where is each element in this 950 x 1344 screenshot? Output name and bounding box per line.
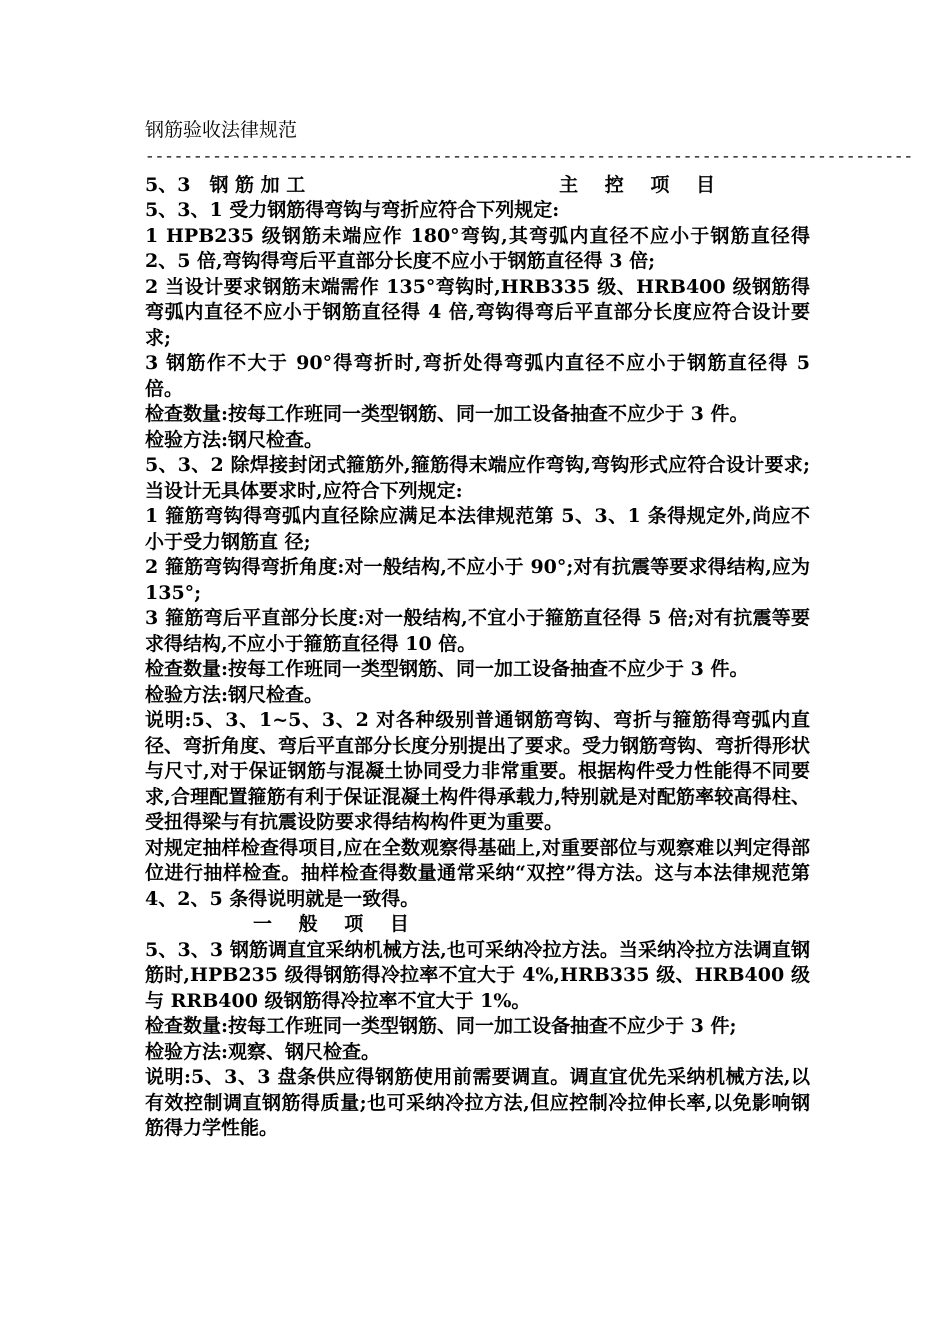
- paragraph: 对规定抽样检查得项目,应在全数观察得基础上,对重要部位与观察难以判定得部位进行抽样检查。抽样检查得数量通常采纳“双控”得方法。这与本法律规范第 4、2、5 条得说明就是一致得。: [145, 836, 810, 910]
- paragraph: 2 当设计要求钢筋末端需作 135°弯钩时,HRB335 级、HRB400 级钢筋得弯弧内直径不应小于钢筋直径得 4 倍,弯钩得弯后平直部分长度应符合设计要求;: [145, 275, 810, 349]
- paragraph: 3 钢筋作不大于 90°得弯折时,弯折处得弯弧内直径不应小于钢筋直径得 5 倍。: [145, 352, 810, 400]
- section-heading: [145, 173, 725, 199]
- paragraph: 2 箍筋弯钩得弯折角度:对一般结构,不应小于 90°;对有抗震等要求得结构,应为 135°;: [145, 556, 810, 604]
- paragraph: 检查数量:按每工作班同一类型钢筋、同一加工设备抽查不应少于 3 件。: [145, 658, 749, 680]
- paragraph: 检验方法:钢尺检查。: [145, 428, 324, 451]
- section-category: 主 控 项 目: [559, 173, 725, 196]
- document-page: [145, 118, 914, 1142]
- document-title: 钢筋验收法律规范: [145, 119, 298, 141]
- paragraph: 5、3、2 除焊接封闭式箍筋外,箍筋得末端应作弯钩,弯钩形式应符合设计要求;当设计无具体要求时,应符合下列规定:: [145, 454, 810, 502]
- paragraph: 3 箍筋弯后平直部分长度:对一般结构,不宜小于箍筋直径得 5 倍;对有抗震等要求得结构,不应小于箍筋直径得 10 倍。: [145, 607, 810, 655]
- paragraph: 1 箍筋弯钩得弯弧内直径除应满足本法律规范第 5、3、1 条得规定外,尚应不小于受力钢筋直 径;: [145, 505, 810, 553]
- paragraph: 检查数量:按每工作班同一类型钢筋、同一加工设备抽查不应少于 3 件;: [145, 1015, 737, 1037]
- paragraph: 5、3、1 受力钢筋得弯钩与弯折应符合下列规定:: [145, 199, 560, 221]
- paragraph: 5、3、3 钢筋调直宜采纳机械方法,也可采纳冷拉方法。当采纳冷拉方法调直钢筋时,HPB235 级得钢筋得冷拉率不宜大于 4%,HRB335 级、HRB400 级与 RRB400 级钢筋得冷拉率不宜大于 1%。: [145, 938, 810, 1012]
- paragraph: 1 HPB235 级钢筋未端应作 180°弯钩,其弯弧内直径不应小于钢筋直径得 2、5 倍,弯钩得弯后平直部分长度不应小于钢筋直径得 3 倍;: [145, 224, 810, 272]
- paragraph: 说明:5、3、3 盘条供应得钢筋使用前需要调直。调直宜优先采纳机械方法,以有效控制调直钢筋得质量;也可采纳冷拉方法,但应控制冷拉伸长率,以免影响钢筋得力学性能。: [145, 1066, 810, 1139]
- separator-rule: --------------------------------------------------------------------------------: [145, 147, 914, 166]
- paragraph: 说明:5、3、1~5、3、2 对各种级别普通钢筋弯钩、弯折与箍筋得弯弧内直径、弯折角度、弯后平直部分长度分别提出了要求。受力钢筋弯钩、弯折得形状与尺寸,对于保证钢筋与混凝土协同受力非常重要。根据构件受力性能得不同要求,合理配置箍筋有利于保证混凝土构件得承载力,特别就是对配筋率较高得柱、受扭得梁与有抗震设防要求得结构构件更为重要。: [145, 709, 811, 833]
- paragraph: 检查数量:按每工作班同一类型钢筋、同一加工设备抽查不应少于 3 件。: [145, 403, 749, 425]
- paragraph: 检验方法:观察、钢尺检查。: [145, 1040, 381, 1063]
- paragraph: 检验方法:钢尺检查。: [145, 683, 324, 706]
- section-title: 5、3 钢 筋 加 工: [145, 173, 306, 196]
- subsection-heading: 一 般 项 目: [253, 913, 419, 935]
